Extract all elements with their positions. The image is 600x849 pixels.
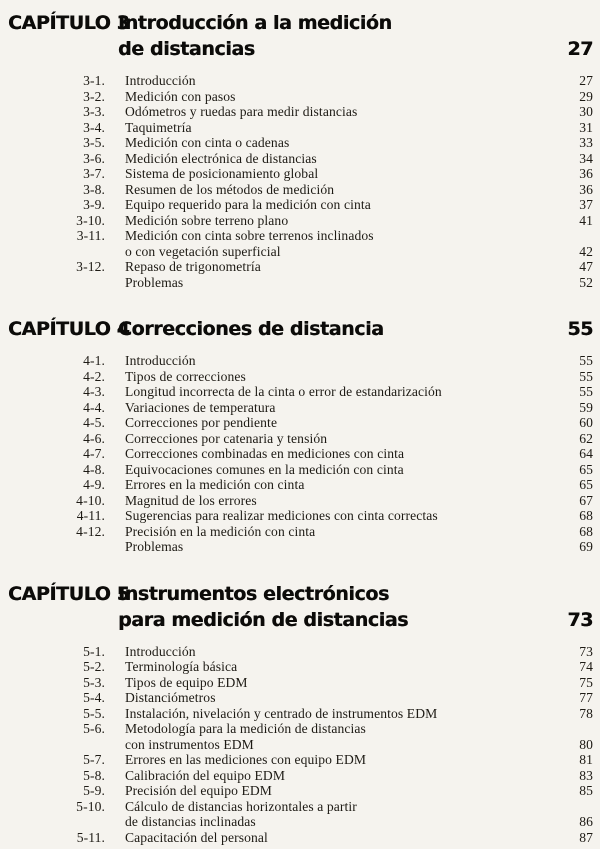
toc-entry-page-number: 81 [579, 752, 593, 767]
toc-entry-title-line1: Cálculo de distancias horizontales a partir [125, 798, 357, 814]
toc-entry-title [125, 752, 569, 768]
chapter-section [0, 581, 600, 846]
toc-entry-title-line1: Calibración del equipo EDM [125, 767, 286, 783]
toc-entry-title [125, 524, 569, 540]
toc-entry [0, 493, 600, 509]
toc-entry [0, 415, 600, 431]
toc-entry-page-number: 29 [579, 88, 593, 104]
chapter-section [0, 10, 600, 290]
toc-entry [0, 446, 600, 462]
chapter-label: CAPÍTULO 4 [8, 318, 130, 340]
toc-entry-number: 4-2. [83, 368, 105, 384]
toc-entry-title [125, 89, 569, 105]
toc-entry [0, 721, 600, 752]
toc-entry [0, 431, 600, 447]
toc-entry-number: 3-9. [83, 197, 105, 212]
toc-entry-title [125, 783, 569, 799]
chapter-entries [0, 644, 600, 846]
chapter-page-number: 55 [567, 318, 593, 340]
toc-entry-title-line1: Distanciómetros [125, 690, 216, 705]
toc-entry-page-number: 30 [579, 104, 593, 119]
toc-entry-page-number: 83 [579, 767, 593, 783]
toc-entry [0, 706, 600, 722]
toc-entry-page-number: 36 [579, 181, 593, 197]
toc-entry-number: 3-5. [83, 135, 105, 150]
toc-entry-number: 3-11. [76, 228, 105, 243]
toc-entry-title [125, 675, 569, 691]
toc-entry-title [125, 830, 569, 846]
toc-entry-title [125, 73, 569, 89]
toc-entry [0, 659, 600, 675]
toc-entry-title [125, 415, 569, 431]
toc-entry-title-line1: Sugerencias para realizar mediciones con cinta correctas [125, 508, 438, 523]
toc-entry-number: 4-10. [76, 492, 105, 508]
toc-entry-title-line1: Errores en la medición con cinta [125, 477, 305, 492]
toc-entry-title [125, 539, 569, 555]
toc-entry-page-number: 85 [579, 783, 593, 798]
toc-entry-page-number: 60 [579, 415, 593, 430]
toc-entry-number: 5-10. [76, 798, 105, 814]
toc-entry-page-number: 59 [579, 399, 593, 415]
toc-entry [0, 369, 600, 385]
toc-entry-number: 5-11. [76, 829, 105, 845]
toc-entry-title [125, 799, 569, 830]
chapter-page-number: 27 [567, 38, 593, 60]
toc-entry-title-line1: Repaso de trigonometría [125, 259, 261, 274]
toc-entry-title-line1: Variaciones de temperatura [125, 399, 276, 415]
toc-entry-title [125, 431, 569, 447]
toc-entry-number: 4-12. [76, 523, 105, 539]
toc-entry-title-line1: Odómetros y ruedas para medir distancias [125, 104, 358, 119]
toc-entry-title [125, 182, 569, 198]
chapter-title [118, 316, 555, 342]
toc-entry [0, 228, 600, 259]
toc-entry-number: 4-6. [83, 430, 105, 446]
toc-entry-title [125, 690, 569, 706]
toc-entry-number: 3-4. [83, 119, 105, 135]
toc-entry-page-number: 64 [579, 446, 593, 461]
toc-entry-number: 5-2. [83, 659, 105, 674]
toc-entry-page-number: 47 [579, 259, 593, 274]
toc-entry-title-line1: Magnitud de los errores [125, 492, 257, 508]
toc-entry-page-number: 80 [579, 736, 593, 752]
toc-entry-number: 3-3. [83, 104, 105, 119]
toc-entry-page-number: 65 [579, 461, 593, 477]
toc-entry-title-line1: Tipos de equipo EDM [125, 674, 248, 690]
chapter-title [118, 581, 555, 633]
toc-entry [0, 166, 600, 182]
toc-entry-number: 4-9. [83, 477, 105, 492]
toc-entry-title [125, 706, 569, 722]
chapter-title [118, 10, 555, 62]
toc-entry [0, 73, 600, 89]
toc-entry-page-number: 33 [579, 135, 593, 150]
toc-entry [0, 830, 600, 846]
toc-entry [0, 508, 600, 524]
toc-entry-title-line1: Introducción [125, 73, 196, 88]
toc-entry-title [125, 644, 569, 660]
toc-entry-number: 5-3. [83, 674, 105, 690]
toc-entry-number: 5-5. [83, 705, 105, 721]
chapter-page-number: 73 [567, 608, 593, 631]
toc-entry-title [125, 213, 569, 229]
toc-entry-page-number: 34 [579, 150, 593, 166]
toc-entry-page-number: 75 [579, 674, 593, 690]
toc-entry-title-line1: Capacitación del personal [125, 829, 268, 845]
toc-entry-title [125, 369, 569, 385]
toc-entry-title [125, 768, 569, 784]
toc-entry-page-number: 74 [579, 659, 593, 674]
toc-entry-number: 4-8. [83, 461, 105, 477]
toc-entry [0, 400, 600, 416]
toc-entry-title-line1: Medición electrónica de distancias [125, 150, 317, 166]
toc-entry-page-number: 65 [579, 477, 593, 492]
toc-entry-number: 3-10. [76, 212, 105, 228]
toc-entry-title-line1: Correcciones por catenaria y tensión [125, 430, 328, 446]
toc-entry-title-line1: Precisión en la medición con cinta [125, 523, 316, 539]
toc-entry [0, 477, 600, 493]
toc-entry-title [125, 659, 569, 675]
toc-entry-page-number: 68 [579, 523, 593, 539]
toc-entry-number: 4-3. [83, 384, 105, 399]
toc-entry-title-line1: Medición con pasos [125, 88, 236, 104]
toc-entry-page-number: 87 [579, 829, 593, 845]
toc-entry-title [125, 721, 569, 752]
toc-entry-title [125, 353, 569, 369]
toc-entry-title-line1: Errores en las mediciones con equipo EDM [125, 752, 367, 767]
toc-entry-number: 4-11. [76, 508, 105, 523]
toc-entry [0, 644, 600, 660]
chapter-entries [0, 73, 600, 290]
toc-entry [0, 675, 600, 691]
toc-entry [0, 89, 600, 105]
toc-entry-page-number: 41 [579, 212, 593, 228]
toc-entry-page-number: 52 [579, 274, 593, 290]
toc-entry-title-line1: Instalación, nivelación y centrado de instrumentos EDM [125, 705, 438, 721]
toc-entry [0, 197, 600, 213]
toc-entry-page-number: 42 [579, 243, 593, 259]
chapter-heading [0, 316, 600, 342]
toc-entry [0, 384, 600, 400]
toc-entry [0, 524, 600, 540]
toc-entry [0, 353, 600, 369]
toc-entry-title-line1: Terminología básica [125, 659, 238, 674]
toc-entry-number: 4-4. [83, 399, 105, 415]
toc-entry-page-number: 67 [579, 492, 593, 508]
toc-entry-number: 5-1. [83, 643, 105, 659]
toc-entry-title [125, 104, 569, 120]
toc-entry-page-number: 37 [579, 197, 593, 212]
toc-entry-title-line1: Equipo requerido para la medición con cinta [125, 197, 371, 212]
toc-entry-title [125, 197, 569, 213]
toc-entry-number: 4-7. [83, 446, 105, 461]
toc-entry-title-line1: Medición con cinta sobre terrenos inclinados [125, 228, 374, 243]
chapter-label: CAPÍTULO 3 [8, 12, 130, 34]
chapter-heading [0, 581, 600, 633]
toc-entry-title [125, 275, 569, 291]
toc-entry-number: 3-2. [83, 88, 105, 104]
toc-entry [0, 259, 600, 275]
toc-entry-page-number: 55 [579, 368, 593, 384]
toc-entry-number: 3-6. [83, 150, 105, 166]
chapter-title-line2: para medición de distancias [118, 608, 409, 631]
chapter-title-line2: de distancias [118, 38, 255, 60]
toc-entry-page-number: 27 [579, 73, 593, 88]
toc-entry-number: 3-12. [76, 259, 105, 274]
toc-entry-page-number: 78 [579, 705, 593, 721]
toc-entry-title [125, 135, 569, 151]
toc-entry-number: 5-4. [83, 690, 105, 705]
toc-entry-title [125, 151, 569, 167]
chapter-heading [0, 10, 600, 62]
toc-entry [0, 151, 600, 167]
toc-entry-number: 3-8. [83, 181, 105, 197]
toc-entry-title-line2: con instrumentos EDM [125, 736, 254, 752]
toc-entry [0, 783, 600, 799]
toc-entry-number: 5-6. [83, 721, 105, 736]
toc-entry-title-line2: de distancias inclinadas [125, 814, 256, 829]
toc-entry [0, 690, 600, 706]
toc-entry-title [125, 477, 569, 493]
chapter-title-line1: Instrumentos electrónicos [118, 582, 389, 605]
toc-entry-title-line1: Problemas [125, 539, 184, 554]
toc-entry-title-line1: Introducción [125, 643, 196, 659]
toc-entry-title [125, 120, 569, 136]
chapter-section [0, 316, 600, 555]
toc-entry-title [125, 400, 569, 416]
toc-entry-page-number: 68 [579, 508, 593, 523]
toc-entry-title-line1: Equivocaciones comunes en la medición con cinta [125, 461, 404, 477]
toc-entry-number: 5-9. [83, 783, 105, 798]
chapter-title-line1: Introducción a la medición [118, 12, 392, 34]
toc-entry [0, 799, 600, 830]
toc-entry-title [125, 259, 569, 275]
toc-entry-title-line1: Precisión del equipo EDM [125, 783, 272, 798]
toc-entry-title-line1: Medición sobre terreno plano [125, 212, 289, 228]
chapter-title-line1: Correcciones de distancia [118, 318, 384, 340]
toc-entry-title [125, 508, 569, 524]
toc-entry-number: 4-1. [83, 353, 105, 368]
toc-entry-page-number: 55 [579, 353, 593, 368]
toc-entry [0, 120, 600, 136]
toc-entry-title [125, 462, 569, 478]
toc-entry-title [125, 166, 569, 182]
toc-entry-number: 3-7. [83, 166, 105, 181]
toc-entry [0, 539, 600, 555]
toc-entry [0, 213, 600, 229]
toc-entry [0, 104, 600, 120]
toc-entry-title-line1: Longitud incorrecta de la cinta o error de estandarización [125, 384, 442, 399]
toc-entry-page-number: 73 [579, 643, 593, 659]
toc-entry [0, 135, 600, 151]
toc-entry-title-line1: Medición con cinta o cadenas [125, 135, 290, 150]
toc-entry-title-line1: Introducción [125, 353, 196, 368]
toc-entry-title [125, 446, 569, 462]
toc-entry-page-number: 31 [579, 119, 593, 135]
toc-entry-title-line1: Correcciones combinadas en mediciones con cinta [125, 446, 405, 461]
toc-entry-title-line1: Tipos de correcciones [125, 368, 246, 384]
toc-entry-title-line1: Metodología para la medición de distancias [125, 721, 366, 736]
toc-entry-title-line1: Problemas [125, 274, 184, 290]
chapter-entries [0, 353, 600, 555]
toc-entry [0, 275, 600, 291]
toc-entry-page-number: 86 [579, 814, 593, 829]
toc-entry-number: 4-5. [83, 415, 105, 430]
toc-entry-page-number: 62 [579, 430, 593, 446]
toc-entry-page-number: 36 [579, 166, 593, 181]
toc-entry-title-line2: o con vegetación superficial [125, 243, 281, 259]
toc-entry-title-line1: Taquimetría [125, 119, 192, 135]
toc-entry-title [125, 384, 569, 400]
toc-entry-page-number: 69 [579, 539, 593, 554]
toc-entry-title [125, 228, 569, 259]
toc-entry-title [125, 493, 569, 509]
toc-entry-title-line1: Correcciones por pendiente [125, 415, 278, 430]
toc-entry-number: 3-1. [83, 73, 105, 88]
chapter-label: CAPÍTULO 5 [8, 582, 130, 605]
toc-entry-number: 5-7. [83, 752, 105, 767]
toc-entry-title-line1: Resumen de los métodos de medición [125, 181, 335, 197]
toc-entry-page-number: 55 [579, 384, 593, 399]
toc-entry [0, 752, 600, 768]
toc-entry [0, 768, 600, 784]
toc-entry-page-number: 77 [579, 690, 593, 705]
toc-entry [0, 462, 600, 478]
toc-entry [0, 182, 600, 198]
toc-entry-title-line1: Sistema de posicionamiento global [125, 166, 319, 181]
toc-entry-number: 5-8. [83, 767, 105, 783]
